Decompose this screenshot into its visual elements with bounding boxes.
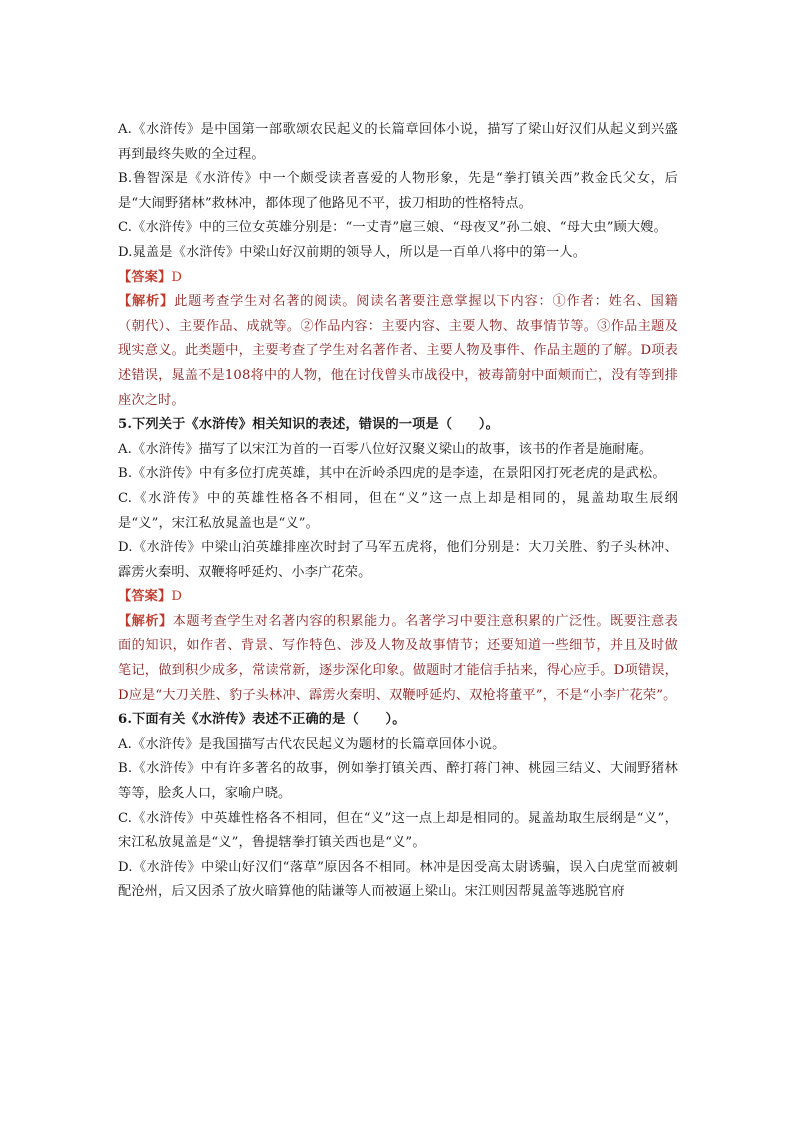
answer-tag: 【答案】 <box>118 589 172 605</box>
q4-option-a: A.《水浒传》是中国第一部歌颂农民起义的长篇章回体小说，描写了梁山好汉们从起义到兴盛再到最终失败的全过程。 <box>118 122 678 162</box>
analysis-text: 本题考查学生对名著内容的积累能力。名著学习中要注意积累的广泛性。既要注意表面的知识，如作者、背景、写作特色、涉及人物及故事情节；还要知道一些细节，并且及时做笔记，做到积少成多，常读常新，逐步深化印象。做题时才能信手拈来，得心应手。D项错误，D应是“大刀关胜、豹子头林冲、霹雳火秦明、双鞭呼延灼、双枪将董平”，不是“小李广花荣”。 <box>118 613 678 703</box>
analysis-tag: 【解析】 <box>118 294 175 310</box>
answer-value: D <box>171 269 183 285</box>
answer-tag: 【答案】 <box>118 269 172 285</box>
q6-option-d: D.《水浒传》中梁山好汉们“落草”原因各不相同。林冲是因受高太尉诱骗，误入白虎堂而被刺配沧州，后又因杀了放火暗算他的陆谦等人而被逼上梁山。宋江则因帮晁盖等逃脱官府 <box>118 859 678 900</box>
document-page <box>118 118 678 905</box>
q6-stem: 6.下面有关《水浒传》表述不正确的是（ ）。 <box>118 712 406 728</box>
q4-option-b: B.鲁智深是《水浒传》中一个颇受读者喜爱的人物形象，先是“拳打镇关西”救金氏父女，后是“大闹野猪林”救林冲，都体现了他路见不平，拔刀相助的性格特点。 <box>118 171 678 211</box>
q5-answer <box>118 585 678 610</box>
analysis-text: 此题考查学生对名著的阅读。阅读名著要注意掌握以下内容：①作者：姓名、国籍（朝代）、主要作品、成就等。②作品内容：主要内容、主要人物、故事情节等。③作品主题及现实意义。此类题中，主要考查了学生对名著作者、主要人物及事件、作品主题的了解。D项表述错误，晁盖不是108将中的人物，他在讨伐曾头市战役中，被毒箭射中面颊而亡，没有等到排座次之时。 <box>118 294 678 408</box>
q5-stem: 5.下列关于《水浒传》相关知识的表述，错误的一项是（ ）。 <box>118 417 499 433</box>
q4-answer <box>118 266 678 291</box>
q4-option-d: D.晁盖是《水浒传》中梁山好汉前期的领导人，所以是一百单八将中的第一人。 <box>118 244 587 260</box>
q5-option-c: C.《水浒传》中的英雄性格各不相同，但在“义”这一点上却是相同的，晁盖劫取生辰纲是“义”，宋江私放晁盖也是“义”。 <box>118 490 678 531</box>
q4-analysis <box>118 290 678 413</box>
q6-option-c: C.《水浒传》中英雄性格各不相同，但在“义”这一点上却是相同的。晁盖劫取生辰纲是“义”，宋江私放晁盖是“义”，鲁提辖拳打镇关西也是“义”。 <box>118 810 678 851</box>
q6-option-a: A.《水浒传》是我国描写古代农民起义为题材的长篇章回体小说。 <box>118 736 506 752</box>
answer-value: D <box>171 589 183 605</box>
analysis-tag: 【解析】 <box>118 613 173 629</box>
q5-option-d: D.《水浒传》中梁山泊英雄排座次时封了马军五虎将，他们分别是：大刀关胜、豹子头林冲、霹雳火秦明、双鞭将呼延灼、小李广花荣。 <box>118 540 678 580</box>
q5-analysis <box>118 610 678 708</box>
q5-option-a: A.《水浒传》描写了以宋江为首的一百零八位好汉聚义梁山的故事，该书的作者是施耐庵。 <box>118 441 653 457</box>
q6-option-b: B.《水浒传》中有许多著名的故事，例如拳打镇关西、醉打蒋门神、桃园三结义、大闹野猪林等等，脍炙人口，家喻户晓。 <box>118 761 678 802</box>
q4-option-c: C.《水浒传》中的三位女英雄分别是：“一丈青”扈三娘、“母夜叉”孙二娘、“母大虫”顾大嫂。 <box>118 220 667 236</box>
q5-option-b: B.《水浒传》中有多位打虎英雄，其中在沂岭杀四虎的是李逵，在景阳冈打死老虎的是武松。 <box>118 466 666 482</box>
